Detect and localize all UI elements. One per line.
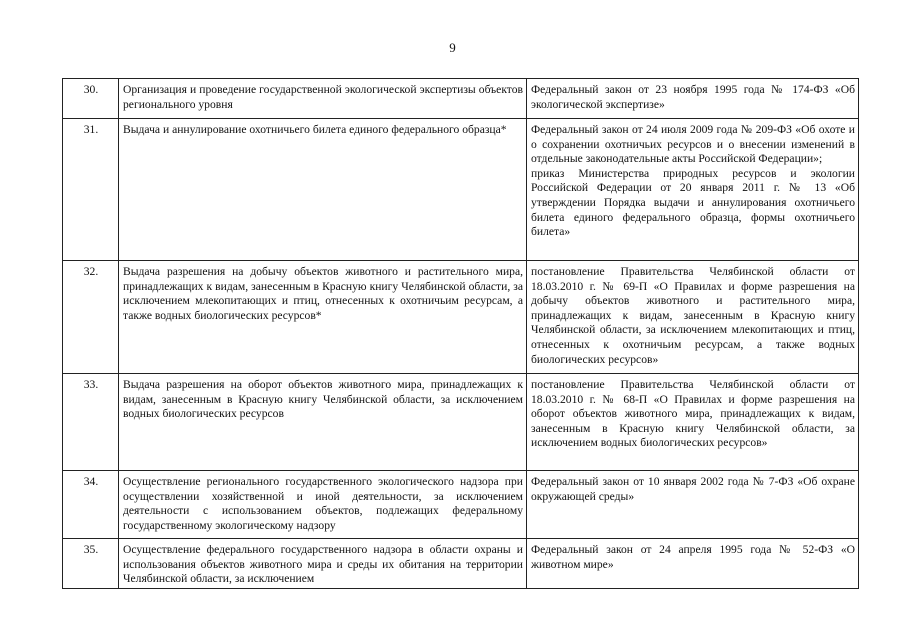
legal-basis-item: Федеральный закон от 23 ноября 1995 года № 174-ФЗ «Об экологической экспертизе» bbox=[531, 83, 855, 111]
table-row bbox=[63, 261, 859, 374]
legal-basis-item: постановление Правительства Челябинской области от 18.03.2010 г. № 69-П «О Правилах и форме разрешения на добычу объектов животного и растительного мира, принадлежащих к видам, занесенным в Красную книгу Челябинской области, за исключением млекопитающих и птиц, отнесенных к охотничьим ресурсам, а также водных биологических ресурсов» bbox=[531, 265, 855, 366]
service-name: Организация и проведение государственной экологической экспертизы объектов регионального уровня bbox=[119, 79, 527, 119]
table-row bbox=[63, 374, 859, 471]
service-name-text: Осуществление федерального государственного надзора в области охраны и использования объектов животного мира и среды их обитания на территории Челябинской области, за исключением bbox=[123, 543, 523, 586]
service-name: Выдача разрешения на оборот объектов животного мира, принадлежащих к видам, занесенным в Красную книгу Челябинской области, за исключением водных биологических ресурсов bbox=[119, 374, 527, 471]
row-number: 34. bbox=[63, 471, 119, 539]
table-row bbox=[63, 471, 859, 539]
service-name: Выдача разрешения на добычу объектов животного и растительного мира, принадлежащих к видам, занесенным в Красную книгу Челябинской области, за исключением млекопитающих и птиц, отнесенных к охотничьим ресурсам, а также водных биологических ресурсов* bbox=[119, 261, 527, 374]
legal-basis-item: Федеральный закон от 10 января 2002 года № 7-ФЗ «Об охране окружающей среды» bbox=[531, 475, 855, 503]
services-table bbox=[62, 78, 859, 589]
row-number: 35. bbox=[63, 539, 119, 589]
page-number: 9 bbox=[449, 40, 456, 55]
row-number: 31. bbox=[63, 119, 119, 261]
row-number: 33. bbox=[63, 374, 119, 471]
legal-basis bbox=[527, 79, 859, 119]
legal-basis bbox=[527, 374, 859, 471]
legal-basis-item: Федеральный закон от 24 июля 2009 года № 209-ФЗ «Об охоте и о сохранении охотничьих ресурсов и о внесении изменений в отдельные законодательные акты Российской Федерации»; bbox=[531, 123, 855, 166]
table-row bbox=[63, 119, 859, 261]
table-row bbox=[63, 539, 859, 589]
service-name: Выдача и аннулирование охотничьего билета единого федерального образца* bbox=[119, 119, 527, 261]
legal-basis-item: постановление Правительства Челябинской области от 18.03.2010 г. № 68-П «О Правилах и форме разрешения на оборот объектов животного мира, принадлежащих к видам, занесенным в Красную книгу Челябинской области, за исключением водных биологических ресурсов» bbox=[531, 378, 855, 450]
legal-basis-item: Федеральный закон от 24 апреля 1995 года № 52-ФЗ «О животном мире» bbox=[531, 543, 855, 571]
legal-basis bbox=[527, 471, 859, 539]
table-row bbox=[63, 79, 859, 119]
row-number: 30. bbox=[63, 79, 119, 119]
legal-basis-item: приказ Министерства природных ресурсов и экологии Российской Федерации от 20 января 2011 г. № 13 «Об утверждении Порядка выдачи и аннулирования охотничьего билета единого федерального образца, формы охотничьего билета» bbox=[531, 166, 855, 239]
legal-basis bbox=[527, 261, 859, 374]
service-name bbox=[119, 539, 527, 589]
legal-basis bbox=[527, 539, 859, 589]
service-name: Осуществление регионального государственного экологического надзора при осуществлении хозяйственной и иной деятельности, за исключением деятельности с использованием объектов, подлежащих федеральному государственному экологическому надзору bbox=[119, 471, 527, 539]
row-number: 32. bbox=[63, 261, 119, 374]
legal-basis bbox=[527, 119, 859, 261]
